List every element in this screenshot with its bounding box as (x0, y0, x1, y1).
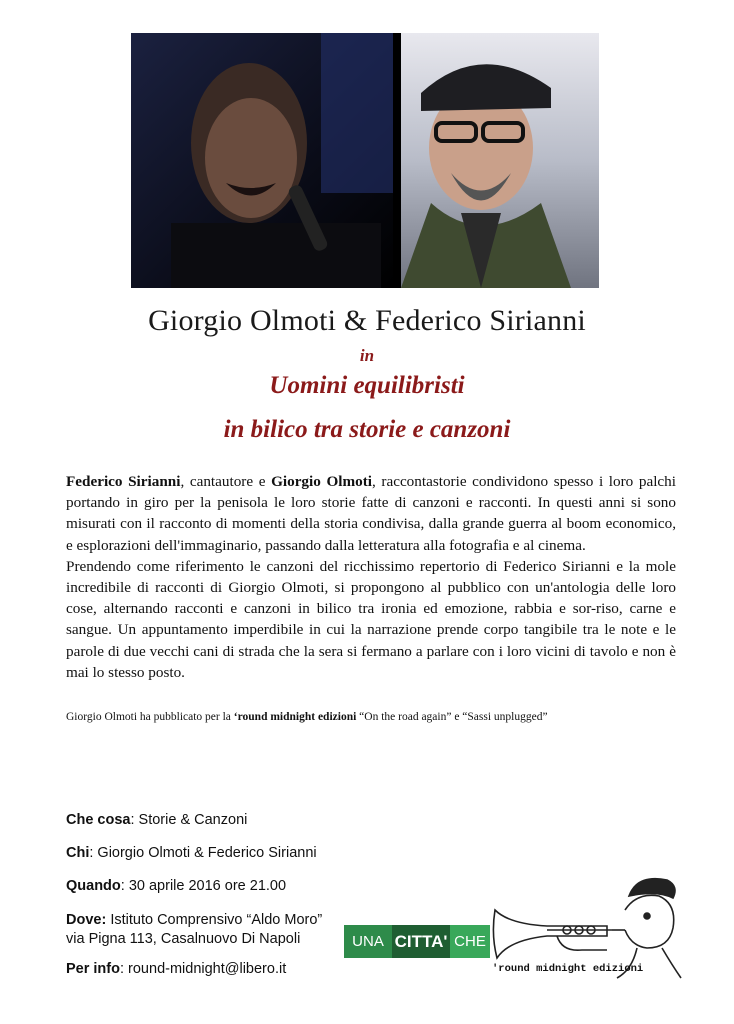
description-paragraph-1 (66, 471, 676, 556)
description-paragraph-2: Prendendo come riferimento le canzoni del ricchissimo repertorio di Federico Sirianni e la mole incredibile di racconti di Giorgio Olmoti, si propongono al pubblico con un'antologia delle loro cose, alternando racconti e canzoni in bilico tra ironia ed emozione, rabbia e sor-riso, carne e sangue. Un appuntamento imperdibile in cui la narrazione prende corpo tangibile tra le note e le parole di due vecchi cani di strada che la sera si fermano a parlare con i loro vicini di tavolo e non è mai lo stesso posto. (66, 557, 676, 681)
logo-part: CHE (450, 925, 490, 958)
name-federico: Federico Sirianni (66, 473, 181, 490)
text-fragment: , raccontastorie condividono spesso i loro palchi portando in giro per la penisola le loro storie fatte di canzoni e racconti. In questi anni si sono misurati con il racconto di momenti della storia condivisa, dalla grande guerra al boom economico, e esplorazioni dell'immaginario, passando dalla letteratura alla fotografia e al cinema. (66, 473, 676, 554)
info-where (66, 911, 322, 949)
info-value: Istituto Comprensivo “Aldo Moro” (106, 912, 323, 928)
show-title-line2: in bilico tra storie e canzoni (223, 416, 511, 443)
text-fragment: , cantautore e (180, 473, 272, 490)
info-label: Quando (66, 878, 121, 894)
page-title: Giorgio Olmoti & Federico Sirianni (148, 304, 586, 337)
description (66, 471, 676, 683)
text-fragment: Giorgio Olmoti ha pubblicato per la (66, 711, 234, 723)
header-photo (131, 33, 599, 288)
name-giorgio: Giorgio Olmoti (271, 473, 372, 490)
round-midnight-logo-text: 'round midnight edizioni (492, 963, 644, 975)
info-what (66, 811, 247, 830)
info-contact (66, 960, 286, 979)
info-label: Per info (66, 961, 120, 977)
publisher-name: ‘round midnight edizioni (233, 711, 357, 723)
info-who (66, 844, 317, 863)
logo-part: CITTA' (392, 925, 450, 958)
text-fragment: “On the road again” e “Sassi unplugged” (356, 711, 548, 723)
info-value: : Giorgio Olmoti & Federico Sirianni (89, 845, 317, 861)
logo-part: UNA (344, 925, 392, 958)
info-value: via Pigna 113, Casalnuovo Di Napoli (66, 931, 301, 947)
info-label: Che cosa (66, 812, 131, 828)
info-label: Chi (66, 845, 90, 861)
contact-email[interactable]: : round-midnight@libero.it (119, 961, 287, 977)
info-label: Dove: (66, 912, 107, 928)
title-connector: in (359, 346, 375, 365)
una-citta-che-logo (344, 925, 490, 958)
info-value: : 30 aprile 2016 ore 21.00 (120, 878, 287, 894)
info-when (66, 877, 286, 896)
publication-note (66, 711, 548, 723)
info-value: : Storie & Canzoni (130, 812, 248, 828)
show-title-line1: Uomini equilibristi (269, 372, 465, 399)
